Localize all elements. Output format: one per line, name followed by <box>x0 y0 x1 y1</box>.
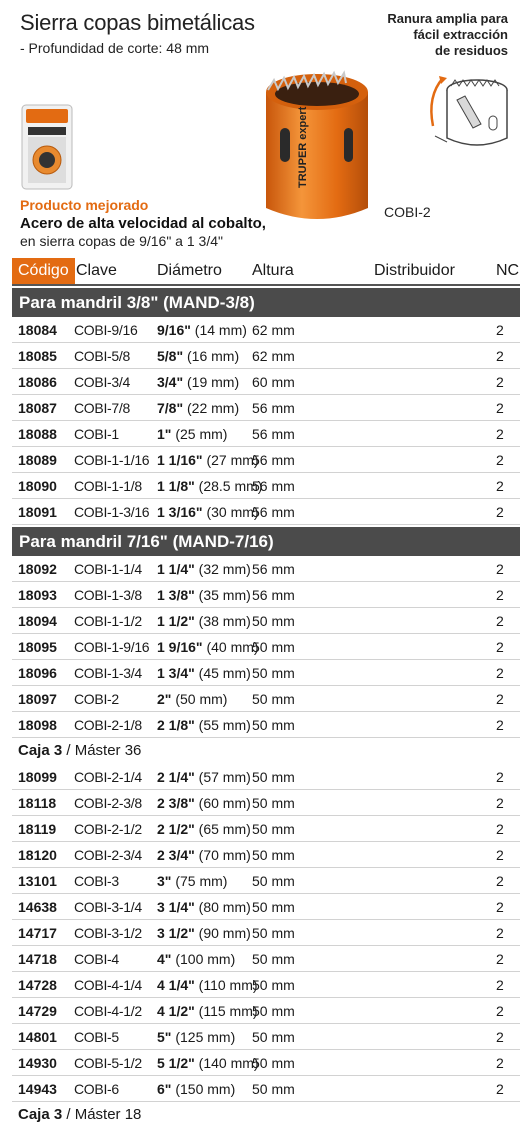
cell-codigo: 14801 <box>18 1029 57 1045</box>
diameter-inches: 1 3/8" <box>157 587 195 603</box>
cell-codigo: 14930 <box>18 1055 57 1071</box>
table-row <box>12 816 520 842</box>
cell-diametro <box>157 322 247 338</box>
cell-clave: COBI-2-3/8 <box>74 795 142 811</box>
cell-altura: 50 mm <box>252 613 295 629</box>
cell-codigo: 18096 <box>18 665 57 681</box>
col-header-distribuidor: Distribuidor <box>374 262 455 279</box>
diameter-inches: 3/4" <box>157 374 184 390</box>
cell-altura: 50 mm <box>252 665 295 681</box>
cell-clave: COBI-6 <box>74 1081 119 1097</box>
table-row <box>12 556 520 582</box>
cell-clave: COBI-2 <box>74 691 119 707</box>
cell-codigo: 18093 <box>18 587 57 603</box>
cell-altura: 50 mm <box>252 873 295 889</box>
cell-diametro <box>157 348 239 364</box>
cell-clave: COBI-3-1/2 <box>74 925 142 941</box>
packaging-note <box>12 1102 520 1128</box>
cell-diametro <box>157 1081 235 1097</box>
cell-diametro <box>157 821 251 837</box>
cell-codigo: 18086 <box>18 374 57 390</box>
packaging-box: Caja 3 <box>18 742 63 759</box>
cell-altura: 50 mm <box>252 717 295 733</box>
diameter-mm: (27 mm) <box>206 452 259 468</box>
cell-codigo: 18095 <box>18 639 57 655</box>
cell-codigo: 14718 <box>18 951 57 967</box>
col-header-altura: Altura <box>252 262 294 279</box>
col-header-nc: NC <box>496 262 520 279</box>
cell-clave: COBI-1-3/4 <box>74 665 142 681</box>
cell-nc: 2 <box>496 561 504 577</box>
cell-diametro <box>157 925 251 941</box>
cell-altura: 50 mm <box>252 951 295 967</box>
table-row <box>12 1024 520 1050</box>
cell-altura: 50 mm <box>252 1055 295 1071</box>
callout-line: de residuos <box>435 43 508 58</box>
cell-clave: COBI-9/16 <box>74 322 138 338</box>
cell-diametro <box>157 1029 235 1045</box>
size-range: en sierra copas de 9/16" a 1 3/4" <box>20 233 223 249</box>
cell-altura: 56 mm <box>252 504 295 520</box>
table-header <box>12 258 520 286</box>
diameter-mm: (100 mm) <box>175 951 236 967</box>
cell-nc: 2 <box>496 1003 504 1019</box>
diameter-inches: 1 3/16" <box>157 504 203 520</box>
table-row <box>12 343 520 369</box>
hole-saw-image <box>258 58 376 228</box>
diameter-inches: 1 3/4" <box>157 665 195 681</box>
cell-nc: 2 <box>496 1029 504 1045</box>
cell-codigo: 14717 <box>18 925 57 941</box>
cell-diametro <box>157 691 227 707</box>
cell-clave: COBI-1-3/16 <box>74 504 150 520</box>
cell-diametro <box>157 587 251 603</box>
cell-altura: 56 mm <box>252 426 295 442</box>
col-header-clave: Clave <box>76 262 117 279</box>
diameter-inches: 1 1/16" <box>157 452 203 468</box>
diameter-mm: (65 mm) <box>198 821 251 837</box>
table-row <box>12 868 520 894</box>
cell-altura: 56 mm <box>252 400 295 416</box>
cell-codigo: 14728 <box>18 977 57 993</box>
cell-diametro <box>157 665 251 681</box>
cell-diametro <box>157 1003 258 1019</box>
diameter-mm: (110 mm) <box>198 977 258 993</box>
diameter-mm: (38 mm) <box>198 613 251 629</box>
cell-clave: COBI-1-1/16 <box>74 452 150 468</box>
diameter-inches: 4 1/2" <box>157 1003 195 1019</box>
diameter-inches: 2 1/8" <box>157 717 195 733</box>
cell-altura: 50 mm <box>252 795 295 811</box>
table-row <box>12 317 520 343</box>
cell-codigo: 18099 <box>18 769 57 785</box>
diameter-inches: 5 1/2" <box>157 1055 195 1071</box>
packaging-master: / Máster 36 <box>62 742 142 759</box>
diameter-mm: (35 mm) <box>198 587 251 603</box>
cell-codigo: 18089 <box>18 452 57 468</box>
diameter-inches: 4 1/4" <box>157 977 195 993</box>
cell-nc: 2 <box>496 847 504 863</box>
product-code-caption: COBI-2 <box>384 204 431 220</box>
cell-nc: 2 <box>496 374 504 390</box>
table-row <box>12 920 520 946</box>
cell-codigo: 18119 <box>18 821 57 837</box>
table-row <box>12 764 520 790</box>
diameter-inches: 7/8" <box>157 400 184 416</box>
diameter-inches: 9/16" <box>157 322 191 338</box>
improved-product-label: Producto mejorado <box>20 197 149 213</box>
diameter-mm: (28.5 mm) <box>198 478 263 494</box>
cell-clave: COBI-3 <box>74 873 119 889</box>
cell-clave: COBI-2-1/4 <box>74 769 142 785</box>
diameter-inches: 1 1/4" <box>157 561 195 577</box>
cell-codigo: 14943 <box>18 1081 57 1097</box>
table-row <box>12 998 520 1024</box>
cell-nc: 2 <box>496 717 504 733</box>
packaging-master: / Máster 18 <box>62 1106 142 1123</box>
package-image <box>18 103 76 191</box>
cell-nc: 2 <box>496 348 504 364</box>
cell-nc: 2 <box>496 821 504 837</box>
cell-nc: 2 <box>496 873 504 889</box>
cell-nc: 2 <box>496 587 504 603</box>
cell-codigo: 18120 <box>18 847 57 863</box>
cell-nc: 2 <box>496 322 504 338</box>
cell-nc: 2 <box>496 639 504 655</box>
cell-altura: 50 mm <box>252 847 295 863</box>
table-row <box>12 634 520 660</box>
diameter-inches: 1 1/8" <box>157 478 195 494</box>
cell-nc: 2 <box>496 665 504 681</box>
cell-nc: 2 <box>496 426 504 442</box>
cell-clave: COBI-4-1/4 <box>74 977 142 993</box>
diameter-mm: (30 mm) <box>206 504 259 520</box>
cell-nc: 2 <box>496 795 504 811</box>
diameter-inches: 4" <box>157 951 172 967</box>
diameter-inches: 1 9/16" <box>157 639 203 655</box>
section-header: Para mandril 7/16" (MAND-7/16) <box>12 527 520 556</box>
cell-codigo: 14729 <box>18 1003 57 1019</box>
cell-codigo: 18090 <box>18 478 57 494</box>
cell-codigo: 18085 <box>18 348 57 364</box>
cell-diametro <box>157 769 251 785</box>
diameter-inches: 3 1/4" <box>157 899 195 915</box>
cell-nc: 2 <box>496 1055 504 1071</box>
table-row <box>12 473 520 499</box>
cell-diametro <box>157 400 239 416</box>
cell-altura: 56 mm <box>252 561 295 577</box>
cell-nc: 2 <box>496 400 504 416</box>
diameter-inches: 1" <box>157 426 172 442</box>
cell-altura: 50 mm <box>252 899 295 915</box>
diameter-mm: (57 mm) <box>198 769 251 785</box>
diameter-inches: 5/8" <box>157 348 184 364</box>
cell-nc: 2 <box>496 769 504 785</box>
product-table <box>12 258 520 1128</box>
diameter-mm: (22 mm) <box>187 400 240 416</box>
cell-nc: 2 <box>496 951 504 967</box>
diameter-mm: (140 mm) <box>198 1055 259 1071</box>
diameter-mm: (40 mm) <box>206 639 259 655</box>
table-row <box>12 499 520 525</box>
cell-codigo: 14638 <box>18 899 57 915</box>
cell-clave: COBI-2-1/8 <box>74 717 142 733</box>
cell-nc: 2 <box>496 478 504 494</box>
cell-codigo: 18097 <box>18 691 57 707</box>
cut-depth-note: - Profundidad de corte: 48 mm <box>20 40 210 56</box>
table-row <box>12 447 520 473</box>
cell-altura: 50 mm <box>252 1081 295 1097</box>
cell-clave: COBI-5/8 <box>74 348 130 364</box>
table-row <box>12 712 520 738</box>
diameter-mm: (25 mm) <box>175 426 228 442</box>
cell-altura: 50 mm <box>252 1029 295 1045</box>
col-header-diametro: Diámetro <box>157 262 222 279</box>
cell-diametro <box>157 478 262 494</box>
cell-clave: COBI-1-9/16 <box>74 639 150 655</box>
diameter-mm: (50 mm) <box>175 691 228 707</box>
diameter-mm: (80 mm) <box>198 899 251 915</box>
diameter-mm: (45 mm) <box>198 665 251 681</box>
cell-nc: 2 <box>496 1081 504 1097</box>
cell-codigo: 13101 <box>18 873 57 889</box>
cell-altura: 50 mm <box>252 821 295 837</box>
cell-altura: 56 mm <box>252 587 295 603</box>
cell-clave: COBI-4 <box>74 951 119 967</box>
cell-clave: COBI-7/8 <box>74 400 130 416</box>
cell-altura: 56 mm <box>252 452 295 468</box>
diameter-inches: 2 1/4" <box>157 769 195 785</box>
cell-codigo: 18091 <box>18 504 57 520</box>
callout-line: Ranura amplia para <box>387 11 508 26</box>
cell-nc: 2 <box>496 899 504 915</box>
diameter-inches: 5" <box>157 1029 172 1045</box>
diameter-mm: (125 mm) <box>175 1029 236 1045</box>
section-header: Para mandril 3/8" (MAND-3/8) <box>12 288 520 317</box>
diameter-mm: (60 mm) <box>198 795 251 811</box>
cell-altura: 50 mm <box>252 769 295 785</box>
table-row <box>12 421 520 447</box>
diameter-inches: 3 1/2" <box>157 925 195 941</box>
cell-diametro <box>157 1055 259 1071</box>
cell-nc: 2 <box>496 691 504 707</box>
cell-diametro <box>157 639 259 655</box>
diameter-inches: 2 3/8" <box>157 795 195 811</box>
cell-codigo: 18087 <box>18 400 57 416</box>
cell-clave: COBI-3-1/4 <box>74 899 142 915</box>
cell-nc: 2 <box>496 504 504 520</box>
table-row <box>12 946 520 972</box>
cell-codigo: 18118 <box>18 795 57 811</box>
table-row <box>12 790 520 816</box>
cell-codigo: 18084 <box>18 322 57 338</box>
cell-altura: 50 mm <box>252 977 295 993</box>
cell-altura: 60 mm <box>252 374 295 390</box>
cell-nc: 2 <box>496 613 504 629</box>
diameter-mm: (14 mm) <box>194 322 247 338</box>
col-header-codigo: Código <box>12 258 75 284</box>
diameter-mm: (16 mm) <box>187 348 240 364</box>
cell-altura: 56 mm <box>252 478 295 494</box>
svg-text:TRUPER expert: TRUPER expert <box>297 106 309 188</box>
cell-clave: COBI-5 <box>74 1029 119 1045</box>
table-row <box>12 842 520 868</box>
cell-nc: 2 <box>496 925 504 941</box>
cell-diametro <box>157 613 251 629</box>
cell-codigo: 18092 <box>18 561 57 577</box>
table-row <box>12 1050 520 1076</box>
table-row <box>12 660 520 686</box>
cell-altura: 62 mm <box>252 348 295 364</box>
cell-altura: 50 mm <box>252 925 295 941</box>
cell-diametro <box>157 873 227 889</box>
cell-altura: 50 mm <box>252 639 295 655</box>
cell-nc: 2 <box>496 977 504 993</box>
cell-altura: 50 mm <box>252 691 295 707</box>
cell-clave: COBI-1 <box>74 426 119 442</box>
diameter-mm: (32 mm) <box>198 561 251 577</box>
feature-callout <box>358 11 508 59</box>
diameter-inches: 6" <box>157 1081 172 1097</box>
cell-clave: COBI-2-3/4 <box>74 847 142 863</box>
cell-diametro <box>157 951 235 967</box>
cell-diametro <box>157 977 258 993</box>
cell-clave: COBI-1-3/8 <box>74 587 142 603</box>
cell-clave: COBI-5-1/2 <box>74 1055 142 1071</box>
cell-diametro <box>157 717 251 733</box>
cell-clave: COBI-1-1/4 <box>74 561 142 577</box>
cell-diametro <box>157 847 251 863</box>
table-row <box>12 369 520 395</box>
cell-clave: COBI-3/4 <box>74 374 130 390</box>
cell-codigo: 18094 <box>18 613 57 629</box>
cell-diametro <box>157 561 251 577</box>
diameter-mm: (150 mm) <box>175 1081 236 1097</box>
diameter-mm: (90 mm) <box>198 925 251 941</box>
page-title: Sierra copas bimetálicas <box>20 10 255 35</box>
diameter-mm: (70 mm) <box>198 847 251 863</box>
callout-line: fácil extracción <box>413 27 508 42</box>
diameter-inches: 2 1/2" <box>157 821 195 837</box>
cell-clave: COBI-4-1/2 <box>74 1003 142 1019</box>
material-description: Acero de alta velocidad al cobalto, <box>20 215 266 232</box>
debris-slot-detail-image <box>425 66 517 158</box>
table-body <box>12 288 520 1128</box>
cell-codigo: 18088 <box>18 426 57 442</box>
diameter-mm: (55 mm) <box>198 717 251 733</box>
diameter-mm: (19 mm) <box>187 374 240 390</box>
packaging-note <box>12 738 520 764</box>
diameter-inches: 2 3/4" <box>157 847 195 863</box>
cell-diametro <box>157 504 259 520</box>
diameter-inches: 3" <box>157 873 172 889</box>
cell-nc: 2 <box>496 452 504 468</box>
table-row <box>12 972 520 998</box>
cell-diametro <box>157 795 251 811</box>
table-row <box>12 582 520 608</box>
cell-diametro <box>157 426 227 442</box>
diameter-mm: (115 mm) <box>198 1003 258 1019</box>
diameter-inches: 2" <box>157 691 172 707</box>
cell-altura: 50 mm <box>252 1003 295 1019</box>
table-row <box>12 608 520 634</box>
cell-diametro <box>157 374 239 390</box>
table-row <box>12 395 520 421</box>
cell-codigo: 18098 <box>18 717 57 733</box>
diameter-mm: (75 mm) <box>175 873 228 889</box>
cell-clave: COBI-1-1/2 <box>74 613 142 629</box>
table-row <box>12 894 520 920</box>
packaging-box: Caja 3 <box>18 1106 63 1123</box>
cell-diametro <box>157 899 251 915</box>
cell-altura: 62 mm <box>252 322 295 338</box>
cell-diametro <box>157 452 259 468</box>
table-row <box>12 686 520 712</box>
cell-clave: COBI-2-1/2 <box>74 821 142 837</box>
table-row <box>12 1076 520 1102</box>
diameter-inches: 1 1/2" <box>157 613 195 629</box>
cell-clave: COBI-1-1/8 <box>74 478 142 494</box>
